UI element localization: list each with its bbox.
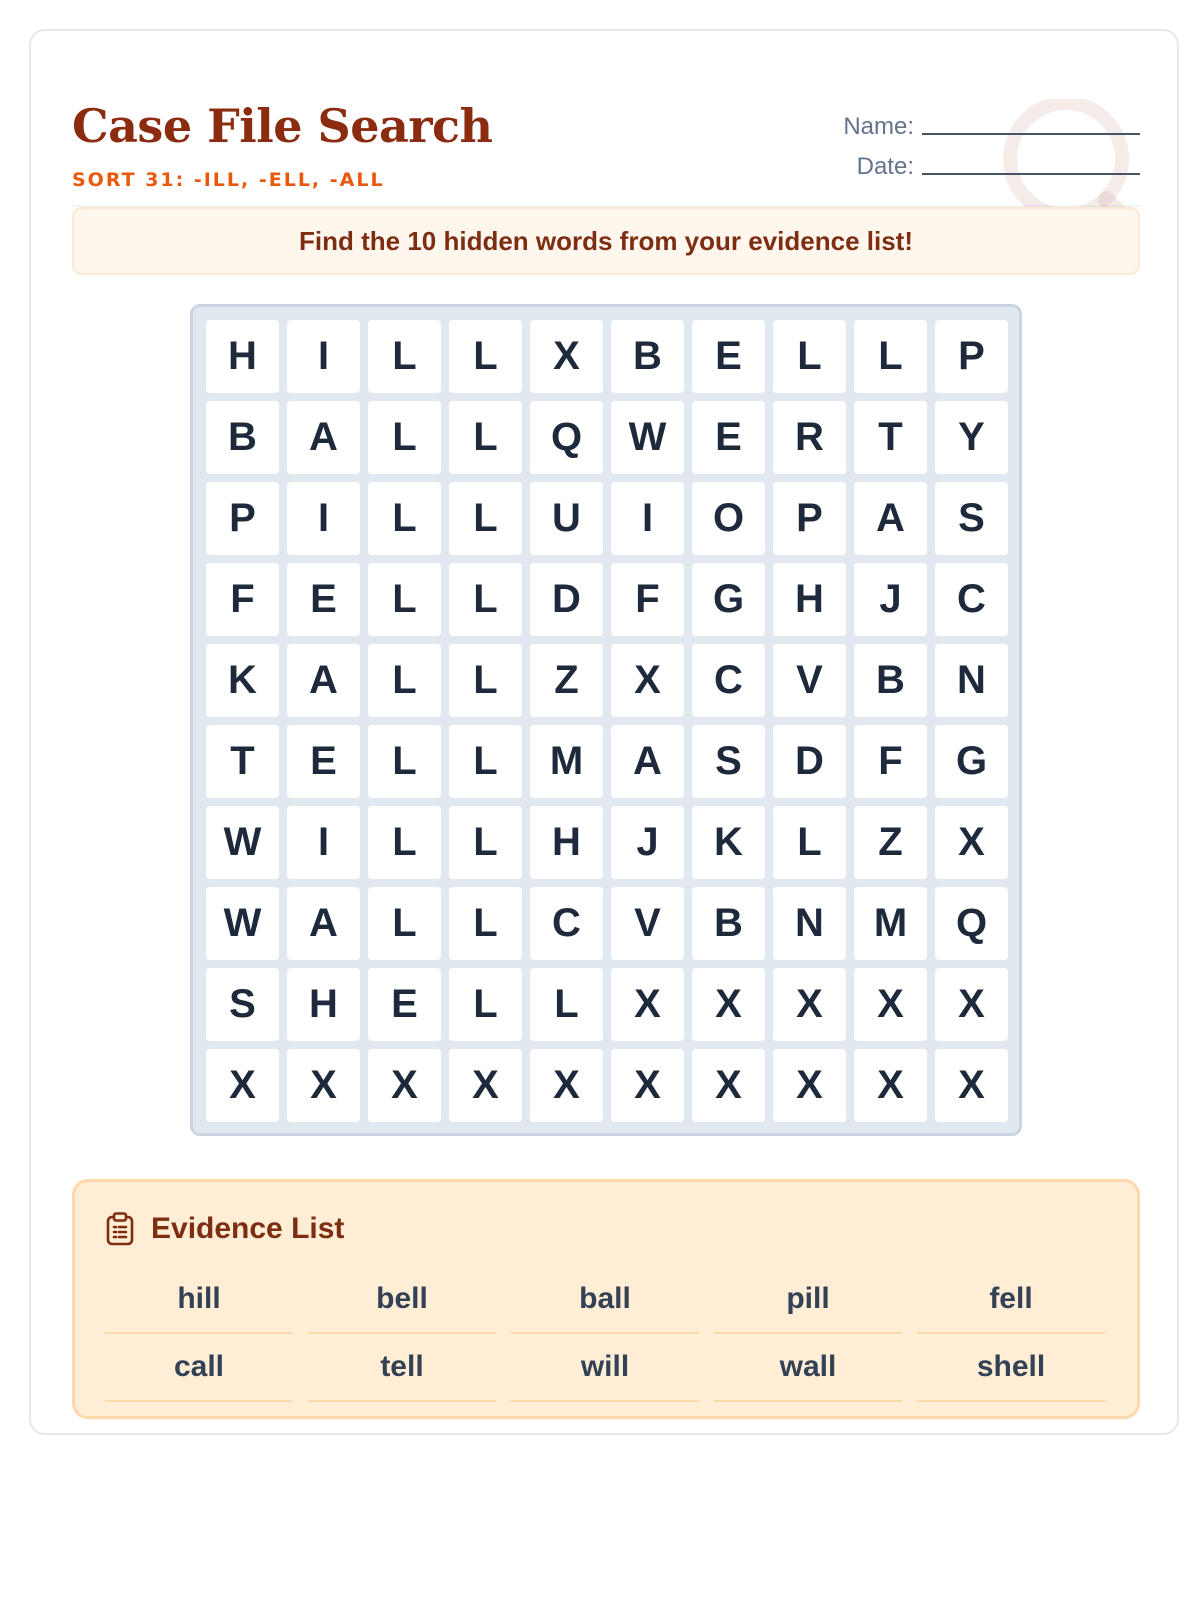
- grid-cell[interactable]: L: [773, 806, 846, 879]
- evidence-word: will: [511, 1334, 699, 1402]
- grid-cell[interactable]: Z: [530, 644, 603, 717]
- grid-cell[interactable]: E: [368, 968, 441, 1041]
- grid-cell[interactable]: V: [611, 887, 684, 960]
- grid-cell[interactable]: H: [773, 563, 846, 636]
- grid-cell[interactable]: B: [692, 887, 765, 960]
- grid-cell[interactable]: W: [611, 401, 684, 474]
- grid-cell[interactable]: L: [368, 644, 441, 717]
- grid-cell[interactable]: P: [206, 482, 279, 555]
- grid-cell[interactable]: K: [692, 806, 765, 879]
- grid-cell[interactable]: Y: [935, 401, 1008, 474]
- page-subtitle: SORT 31: -ILL, -ELL, -ALL: [72, 169, 385, 191]
- evidence-word: bell: [308, 1266, 496, 1334]
- grid-cell[interactable]: H: [287, 968, 360, 1041]
- grid-cell[interactable]: X: [368, 1049, 441, 1122]
- instruction-banner: Find the 10 hidden words from your evidence list!: [72, 207, 1140, 275]
- grid-cell[interactable]: A: [287, 401, 360, 474]
- grid-cell[interactable]: L: [368, 482, 441, 555]
- grid-cell[interactable]: X: [854, 1049, 927, 1122]
- name-date-fields: [820, 101, 1140, 181]
- grid-cell[interactable]: L: [449, 806, 522, 879]
- grid-cell[interactable]: S: [206, 968, 279, 1041]
- grid-cell[interactable]: L: [449, 887, 522, 960]
- evidence-word: call: [105, 1334, 293, 1402]
- grid-cell[interactable]: A: [854, 482, 927, 555]
- evidence-word: hill: [105, 1266, 293, 1334]
- evidence-word: wall: [714, 1334, 902, 1402]
- evidence-word: fell: [917, 1266, 1105, 1334]
- grid-cell[interactable]: L: [368, 725, 441, 798]
- grid-cell[interactable]: X: [935, 1049, 1008, 1122]
- grid-cell[interactable]: N: [935, 644, 1008, 717]
- grid-cell[interactable]: P: [773, 482, 846, 555]
- grid-cell[interactable]: L: [449, 725, 522, 798]
- evidence-word: shell: [917, 1334, 1105, 1402]
- grid-cell[interactable]: J: [611, 806, 684, 879]
- grid-cell[interactable]: X: [611, 1049, 684, 1122]
- grid-cell[interactable]: A: [287, 644, 360, 717]
- grid-cell[interactable]: L: [449, 320, 522, 393]
- evidence-list-header: [105, 1212, 344, 1246]
- grid-cell[interactable]: J: [854, 563, 927, 636]
- grid-cell[interactable]: T: [854, 401, 927, 474]
- grid-cell[interactable]: L: [449, 563, 522, 636]
- grid-cell[interactable]: E: [692, 401, 765, 474]
- grid-cell[interactable]: E: [287, 563, 360, 636]
- evidence-word-list: [105, 1266, 1107, 1402]
- grid-cell[interactable]: X: [611, 968, 684, 1041]
- grid-cell[interactable]: L: [368, 887, 441, 960]
- grid-cell[interactable]: S: [935, 482, 1008, 555]
- grid-cell[interactable]: W: [206, 887, 279, 960]
- grid-cell[interactable]: L: [368, 320, 441, 393]
- evidence-word: pill: [714, 1266, 902, 1334]
- grid-cell[interactable]: B: [854, 644, 927, 717]
- grid-cell[interactable]: I: [287, 320, 360, 393]
- grid-cell[interactable]: L: [854, 320, 927, 393]
- grid-cell[interactable]: X: [530, 1049, 603, 1122]
- grid-cell[interactable]: L: [449, 968, 522, 1041]
- name-label: Name:: [843, 113, 914, 140]
- grid-cell[interactable]: L: [368, 806, 441, 879]
- grid-cell[interactable]: A: [287, 887, 360, 960]
- word-search-grid: [190, 304, 1022, 1136]
- grid-cell[interactable]: L: [368, 563, 441, 636]
- grid-cell[interactable]: X: [692, 968, 765, 1041]
- grid-cell[interactable]: D: [530, 563, 603, 636]
- grid-cell[interactable]: Q: [530, 401, 603, 474]
- grid-cell[interactable]: C: [935, 563, 1008, 636]
- clipboard-icon: [105, 1212, 135, 1246]
- grid-cell[interactable]: I: [611, 482, 684, 555]
- grid-cell[interactable]: G: [935, 725, 1008, 798]
- grid-cell[interactable]: L: [449, 482, 522, 555]
- grid-cell[interactable]: B: [611, 320, 684, 393]
- grid-cell[interactable]: F: [611, 563, 684, 636]
- grid-cell[interactable]: X: [692, 1049, 765, 1122]
- grid-cell[interactable]: W: [206, 806, 279, 879]
- evidence-word: tell: [308, 1334, 496, 1402]
- date-line[interactable]: [922, 149, 1140, 175]
- page-title: Case File Search: [72, 99, 493, 153]
- grid-cell[interactable]: I: [287, 806, 360, 879]
- name-line[interactable]: [922, 109, 1140, 135]
- grid-cell[interactable]: E: [692, 320, 765, 393]
- grid-cell[interactable]: Z: [854, 806, 927, 879]
- grid-cell[interactable]: S: [692, 725, 765, 798]
- grid-cell[interactable]: L: [449, 644, 522, 717]
- worksheet-header: [72, 71, 1140, 207]
- grid-cell[interactable]: X: [854, 968, 927, 1041]
- grid-cell[interactable]: A: [611, 725, 684, 798]
- grid-cell[interactable]: L: [449, 401, 522, 474]
- worksheet: [29, 29, 1179, 1435]
- grid-cell[interactable]: F: [206, 563, 279, 636]
- grid-cell[interactable]: X: [773, 968, 846, 1041]
- grid-cell[interactable]: X: [935, 968, 1008, 1041]
- grid-cell[interactable]: L: [530, 968, 603, 1041]
- grid-cell[interactable]: M: [854, 887, 927, 960]
- date-field: [820, 141, 1140, 181]
- date-label: Date:: [856, 153, 914, 180]
- grid-cell[interactable]: C: [530, 887, 603, 960]
- grid-cell[interactable]: X: [530, 320, 603, 393]
- grid-cell[interactable]: H: [206, 320, 279, 393]
- grid-cell[interactable]: X: [287, 1049, 360, 1122]
- grid-cell[interactable]: N: [773, 887, 846, 960]
- grid-cell[interactable]: H: [530, 806, 603, 879]
- grid-cell[interactable]: X: [206, 1049, 279, 1122]
- grid-cell[interactable]: T: [206, 725, 279, 798]
- evidence-word: ball: [511, 1266, 699, 1334]
- grid-cell[interactable]: R: [773, 401, 846, 474]
- evidence-list-title: Evidence List: [151, 1212, 345, 1245]
- grid-cell[interactable]: O: [692, 482, 765, 555]
- grid-cell[interactable]: G: [692, 563, 765, 636]
- grid-cell[interactable]: P: [935, 320, 1008, 393]
- grid-cell[interactable]: E: [287, 725, 360, 798]
- grid-cell[interactable]: X: [935, 806, 1008, 879]
- grid-cell[interactable]: M: [530, 725, 603, 798]
- grid-cell[interactable]: X: [449, 1049, 522, 1122]
- grid-cell[interactable]: K: [206, 644, 279, 717]
- grid-cell[interactable]: D: [773, 725, 846, 798]
- grid-cell[interactable]: V: [773, 644, 846, 717]
- grid-cell[interactable]: C: [692, 644, 765, 717]
- grid-cell[interactable]: B: [206, 401, 279, 474]
- grid-cell[interactable]: X: [773, 1049, 846, 1122]
- grid-cell[interactable]: Q: [935, 887, 1008, 960]
- grid-cell[interactable]: L: [368, 401, 441, 474]
- grid-cell[interactable]: U: [530, 482, 603, 555]
- name-field: [820, 101, 1140, 141]
- grid-cell[interactable]: L: [773, 320, 846, 393]
- grid-cell[interactable]: I: [287, 482, 360, 555]
- grid-cell[interactable]: X: [611, 644, 684, 717]
- evidence-list-panel: [72, 1179, 1140, 1419]
- grid-cell[interactable]: F: [854, 725, 927, 798]
